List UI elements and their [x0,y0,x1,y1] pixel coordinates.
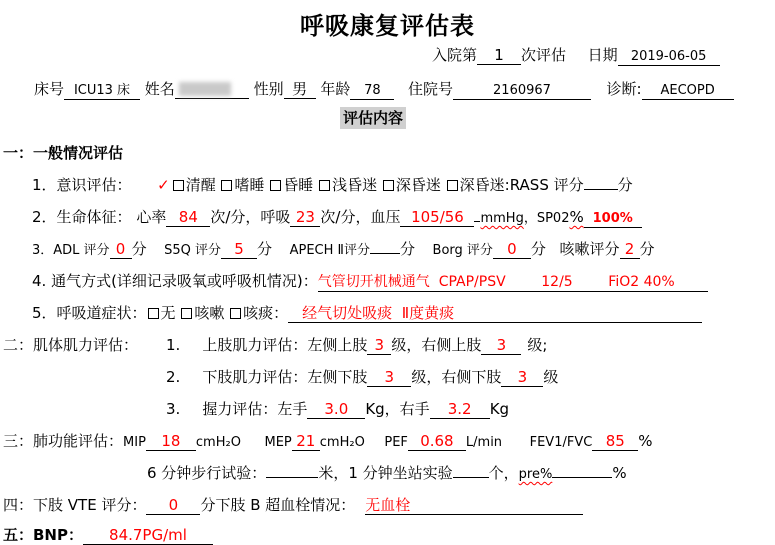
name-label: 姓名 [144,80,175,98]
option-alert: 清醒 [185,176,216,194]
gender-label: 性别 [253,80,284,98]
grip-right-field[interactable]: 3.2 [430,401,490,419]
mip-field[interactable]: 18 [146,433,196,451]
name-field[interactable] [175,81,249,99]
pre-field[interactable] [552,477,612,478]
upper-mid: 级，右侧上肢 [391,336,482,354]
grip-row [166,398,509,419]
lower-limb-row [166,366,558,387]
pef-field[interactable]: 0.68 [408,433,466,451]
bed-field[interactable]: ICU13 床 [64,82,140,100]
pre-label: pre% [518,467,553,482]
section-4-heading: 四：下肢 VTE 评分： [3,496,147,514]
borg-field[interactable]: 0 [493,241,531,259]
option-light-coma: 浅昏迷 [332,176,378,194]
option-rass: 深昏迷:RASS 评分 [459,176,584,194]
upper-label: 上肢肌力评估：左侧上肢 [202,336,368,354]
cough-unit: 分 [639,240,655,258]
bnp-row [3,524,213,545]
pulmonary-row [3,430,653,451]
consciousness-label: 1．意识评估： [32,176,132,194]
walk-test-row [147,462,627,483]
inpatient-label: 住院号 [407,80,453,98]
hr-field[interactable]: 84 [166,209,210,227]
lower-right-field[interactable]: 3 [501,369,543,387]
option-checkbox[interactable] [447,180,458,191]
option-deep-coma: 深昏迷 [395,176,441,194]
upper-left-field[interactable]: 3 [367,337,391,355]
scores-row [32,238,655,259]
rr-unit: 次/分，血压 [320,208,401,226]
mep-label: MEP [264,435,292,450]
pef-unit: L/min [465,435,503,450]
spo2-percent: % [569,208,584,226]
hr-label: 心率 [136,208,167,226]
lower-suffix: 级 [543,368,559,386]
apache-field[interactable] [370,253,400,254]
bp-field[interactable]: 105/56 [400,209,474,227]
airway-row [32,302,702,323]
sit-unit: 个， [488,464,519,482]
apache-label: APECH Ⅱ评分 [289,243,370,258]
s5q-unit: 分 [257,240,273,258]
spo2-field[interactable]: 100% [584,210,642,228]
option-sputum: 咳痰： [243,304,289,322]
lower-mid: 级，右侧下肢 [411,368,502,386]
admission-number[interactable]: 1 [477,47,521,65]
consciousness-row [32,174,633,195]
fev-unit: % [638,432,653,450]
option-checkbox[interactable] [383,180,394,191]
vte-mid: 分下肢 B 超血栓情况： [200,496,356,514]
borg-label: Borg 评分 [432,243,493,258]
grip-mid: Kg，右手 [365,400,430,418]
date-label: 日期 [587,46,618,64]
grip-suffix: Kg [489,400,510,418]
upper-suffix: 级; [527,336,548,354]
airway-field[interactable]: 经气切处吸痰 Ⅱ度黄痰 [288,305,702,323]
s5q-field[interactable]: 5 [221,241,257,259]
ventilation-label: 4. 通气方式(详细记录吸氧或呼吸机情况)： [32,272,318,290]
vitals-row [32,206,642,228]
section-content-label [340,107,406,128]
bp-unit: mmHg [480,211,524,226]
option-checkbox[interactable] [173,180,184,191]
pre-unit: % [612,464,627,482]
option-checkbox[interactable] [181,308,192,319]
mip-label: MIP [123,435,146,450]
checkmark-icon: ✓ [157,176,170,194]
age-label: 年龄 [320,80,351,98]
fev-label: FEV1/FVC [529,435,593,450]
gender-field[interactable]: 男 [284,81,316,99]
admission-suffix: 次评估 [521,46,567,64]
option-lethargic: 昏睡 [283,176,314,194]
grip-label: 握力评估：左手 [202,400,308,418]
inpatient-field[interactable]: 2160967 [453,82,591,100]
mep-field[interactable]: 21 [292,433,320,451]
walk-unit: 米，1 分钟坐站实验 [318,464,453,482]
lower-left-field[interactable]: 3 [367,369,411,387]
option-cough: 咳嗽 [194,304,225,322]
admission-row [432,44,720,66]
thrombus-field[interactable]: 无血栓 [365,497,583,515]
page-title: 呼吸康复评估表 [300,12,475,40]
adl-unit: 分 [131,240,147,258]
rass-suffix: 分 [617,176,633,194]
option-checkbox[interactable] [230,308,241,319]
rass-score-field[interactable] [584,189,618,190]
fev-field[interactable]: 85 [592,433,638,451]
patient-info-row [34,78,734,100]
option-checkbox[interactable] [148,308,159,319]
grip-left-field[interactable]: 3.0 [307,401,365,419]
spo2-label: ，SP02 [523,211,570,226]
cough-field[interactable]: 2 [620,241,640,259]
walk-field[interactable] [266,477,318,478]
airway-label: 5．呼吸道症状： [32,304,147,322]
borg-unit: 分 [530,240,546,258]
hr-unit: 次/分，呼吸 [210,208,291,226]
ventilation-row [32,270,708,292]
admission-prefix: 入院第 [432,46,478,64]
sit-stand-field[interactable] [453,477,489,478]
section-3-heading: 三：肺功能评估： [3,432,124,450]
adl-field[interactable]: 0 [110,241,132,259]
upper-no: 1. [166,336,181,354]
option-drowsy: 嗜睡 [234,176,265,194]
grip-no: 3. [166,400,181,418]
pef-label: PEF [384,435,408,450]
section-content-text: 评估内容 [340,107,406,129]
cough-label: 咳嗽评分 [559,240,620,258]
diagnosis-field[interactable]: AECOPD [642,82,734,100]
upper-limb-row [166,334,547,355]
mep-unit: cmH₂O [319,435,365,450]
vitals-label: 2．生命体征： [32,208,132,226]
rr-field[interactable]: 23 [290,209,320,227]
option-checkbox[interactable] [221,180,232,191]
section-1-heading: 一：一般情况评估 [3,144,124,162]
apache-unit: 分 [399,240,415,258]
walk-label: 6 分钟步行试验： [147,464,267,482]
vte-field[interactable]: 0 [146,497,200,515]
adl-label: 3．ADL 评分 [32,243,110,258]
option-checkbox[interactable] [270,180,281,191]
lower-no: 2. [166,368,181,386]
age-field[interactable]: 78 [350,82,394,100]
upper-right-field[interactable]: 3 [481,337,521,355]
option-none: 无 [160,304,176,322]
section-2-heading: 二：肌体肌力评估： [3,336,139,354]
mip-unit: cmH₂O [195,435,241,450]
section-5-heading: 五：BNP： [3,526,83,544]
ventilation-field[interactable]: 气管切开机械通气 CPAP/PSV 12/5 FiO2 40% [318,274,708,292]
redacted-name [179,82,231,96]
vte-row [3,494,583,515]
diagnosis-label: 诊断: [606,80,642,98]
option-checkbox[interactable] [319,180,330,191]
date-field[interactable]: 2019-06-05 [618,48,720,66]
bnp-field[interactable]: 84.7PG/ml [83,527,213,545]
lower-label: 下肢肌力评估：左侧下肢 [202,368,368,386]
s5q-label: S5Q 评分 [164,243,222,258]
bed-label: 床号 [34,80,65,98]
